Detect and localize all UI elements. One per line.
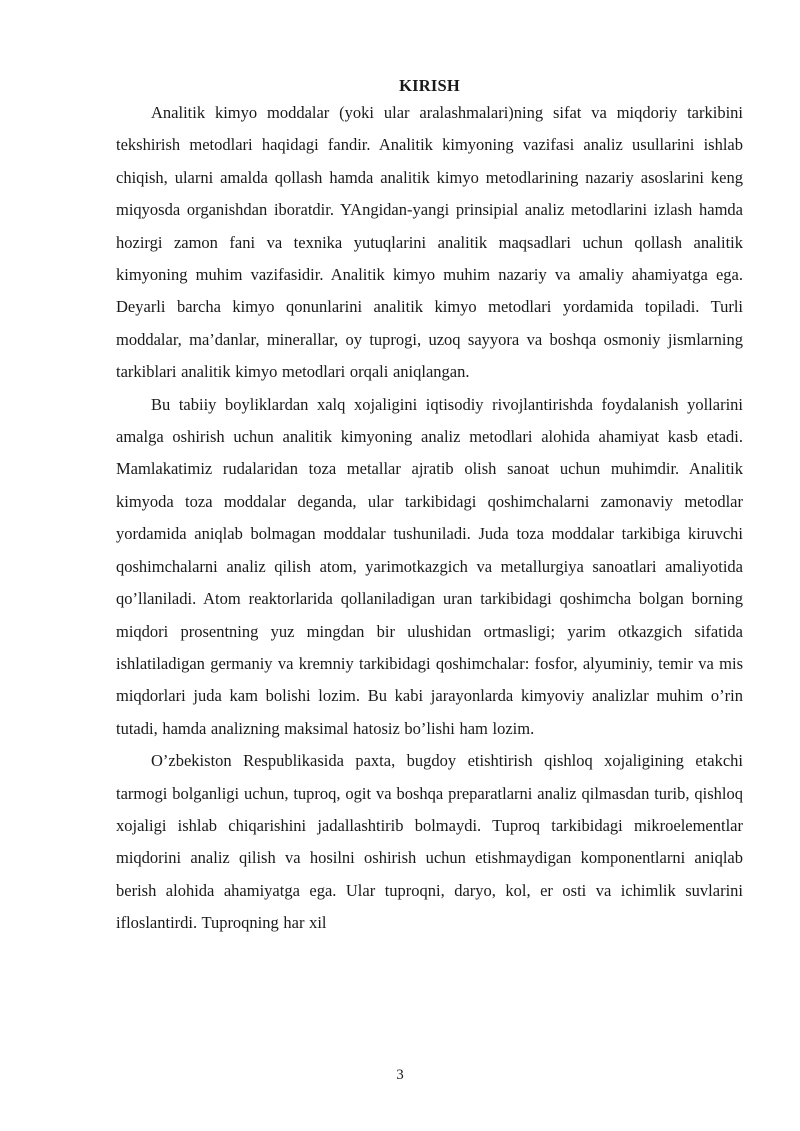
page-content	[116, 75, 743, 940]
paragraph-1: Analitik kimyo moddalar (yoki ular aralashmalari)ning sifat va miqdoriy tarkibini tekshirish metodlari haqidagi fandir. Analitik kimyoning vazifasi analiz usullarini ishlab chiqish, ularni amalda qollash hamda analitik kimyo metodlarining nazariy asoslarini keng miqyosda organishdan iboratdir. YAngidan-yangi prinsipial analiz metodlarini izlash hamda hozirgi zamon fani va texnika yutuqlarini analitik maqsadlari uchun qollash analitik kimyoning muhim vazifasidir. Analitik kimyo muhim nazariy va amaliy ahamiyatga ega. Deyarli barcha kimyo qonunlarini analitik kimyo metodlari yordamida topiladi. Turli moddalar, ma’danlar, minerallar, oy tuprogi, uzoq sayyora va boshqa osmoniy jismlarning tarkiblari analitik kimyo metodlari orqali aniqlangan.	[116, 103, 743, 382]
page-number: 3	[396, 1067, 404, 1083]
paragraph-2: Bu tabiiy boyliklardan xalq xojaligini iqtisodiy rivojlantirishda foydalanish yollarini amalga oshirish uchun analitik kimyoning analiz metodlari alohida ahamiyat kasb etadi. Mamlakatimiz rudalaridan toza metallar ajratib olish sanoat uchun muhimdir. Analitik kimyoda toza moddalar deganda, ular tarkibidagi qoshimchalarni zamonaviy metodlar yordamida aniqlab bolmagan moddalar tushuniladi. Juda toza moddalar tarkibiga kiruvchi qoshimchalarni analiz qilish atom, yarimotkazgich va metallurgiya sanoatlari amaliyotida qo’llaniladi. Atom reaktorlarida qollaniladigan uran tarkibidagi qoshimcha bolgan borning miqdori prosentning yuz mingdan bir ulushidan ortmasligi; yarim otkazgich sifatida ishlatiladigan germaniy va kremniy tarkibidagi qoshimchalar: fosfor, alyuminiy, temir va mis miqdorlari juda kam bolishi lozim. Bu kabi jarayonlarda kimyoviy analizlar muhim o’rin tutadi, hamda analizning maksimal hatosiz bo’lishi ham lozim.	[116, 394, 743, 738]
section-title: KIRISH	[399, 76, 460, 95]
paragraph-3: O’zbekiston Respublikasida paxta, bugdoy etishtirish qishloq xojaligining etakchi tarmogi bolganligi uchun, tuproq, ogit va boshqa preparatlarni analiz qilmasdan turib, qishloq xojaligi ishlab chiqarishini jadallashtirib bolmaydi. Tuproq tarkibidagi mikroelementlar miqdorini analiz qilish va hosilni oshirish uchun etishmaydigan komponentlarni aniqlab berish alohida ahamiyatga ega. Ular tuproqni, daryo, kol, er osti va ichimlik suvlarini ifloslantirdi. Tuproqning har xil	[116, 751, 743, 933]
